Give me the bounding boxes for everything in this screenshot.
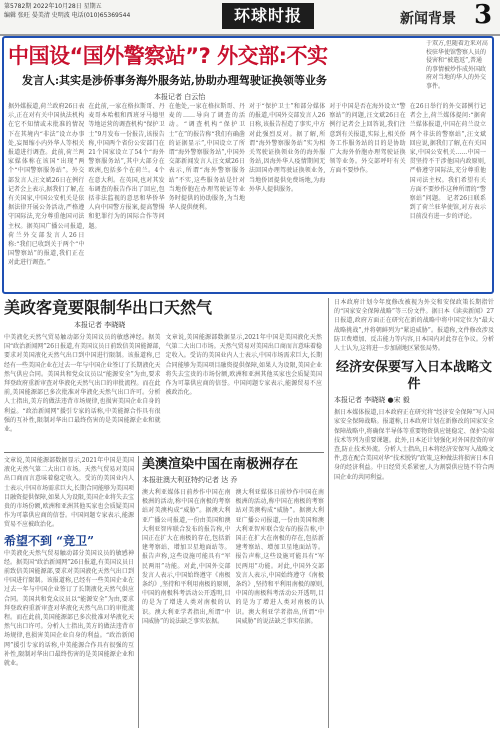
issue-info	[4, 2, 219, 20]
lead-subhead: 发言人:其实是涉侨事务海外服务站,协助办理驾驶证换领等业务	[22, 74, 327, 87]
article-us-title: 美政客竟要限制华出口天然气	[4, 298, 213, 317]
article-boat-body: 中美液化天然气贸易触动部分美国议员的敏感神经。据美国“政治新闻网”26日报道,有美国议员日前致信美国能源部,要求对美国液化天然气出口到中国进行限制。该报道称,已经有一些美国企业在过去一年与中国企业签订了长期液化天然气供应合同。美国共和党众议员以“能源安全”为由,要求拜登政府重新审查对华液化天然气出口的审批流程。而在此前,美国能源部已多次批准对华液化天然气出口许可。分析人士指出,美方的做法违背市场规律,也损害美国企业自身的利益。“政治新闻网”援引专家的话称,中美能源合作具有很强的互补性,限制对华出口最终伤害的是美国能源企业和就业。	[4, 549, 134, 668]
lead-byline: 本报记者 白云怡	[154, 93, 206, 101]
lead-story[interactable]	[2, 36, 494, 294]
lead-sidebar-text: 于双方,但随着近来对高校驻华使馆警察人员的侵害和“被遣返”,普通的事情被炒作成外国政府对当地的华人的外交事件。	[426, 40, 488, 90]
article-left-small[interactable]	[4, 456, 134, 731]
article-australia-body: 澳大利亚媒体日前炒作中国在南极洲的活动,称中国在南极的考察站对美澳构成“威胁”。据澳大利亚广播公司报道,一份由美国和澳大利亚智库联合发布的报告称,中国正在扩大在南极的存在,包括新建考察站、增加卫星地面站等。报告声称,这些设施可能具有“军民两用”功能。对此,中国外交部发言人表示,中国始终遵守《南极条约》,坚持和平利用南极的原则,中国的南极科考活动公开透明,目的是为了增进人类对南极的认识。澳大利亚学者指出,所谓“中国威胁”的说法缺乏事实依据。	[142, 489, 231, 625]
lead-column-6: 在26日举行的外交部例行记者会上,荷兰媒体提问:“据荷兰媒体报道,中国在荷兰设立两个非法的警察站”,汪文斌回应说,据我们了解,在有关国家,中国公安机关……中国一贯坚持不干涉他国内政原则,严格遵守国际法,充分尊重他国司法主权。我们希望有关方面不要炒作这种所谓的“警察站”问题。 记者26日联系到了荷兰驻华使馆,对方表示目前没有进一步的评论。	[409, 103, 486, 221]
page-number: 3	[474, 0, 493, 30]
lead-headline: 中国设“国外警察站”? 外交部:不实	[8, 44, 328, 68]
article-boat-title: 希望不到 “竞卫”	[4, 533, 94, 548]
article-japan-title: 经济安保要写入日本战略文件	[335, 360, 492, 393]
article-australia-body-2: 澳大利亚媒体日前炒作中国在南极洲的活动,称中国在南极的考察站对美澳构成“威胁”。据澳大利亚广播公司报道,一份由美国和澳大利亚智库联合发布的报告称,中国正在扩大在南极的存在,包括新建考察站、增加卫星地面站等。报告声称,这些设施可能具有“军民两用”功能。对此,中国外交部发言人表示,中国始终遵守《南极条约》,坚持和平利用南极的原则,中国的南极科考活动公开透明,目的是为了增进人类对南极的认识。澳大利亚学者指出,所谓“中国威胁”的说法缺乏事实依据。	[235, 489, 324, 625]
newspaper-logo: 环球时报	[222, 3, 314, 29]
article-japan-body: 据日本媒体报道,日本政府正在研究将“经济安全保障”写入国家安全保障战略。报道称,日本政府计划在新修改的国家安全保障战略中,将确保半导体等重要物资供应链稳定、保护尖端技术等列为重要课题。此外,日本还计划强化对外国投资的审查,防止技术外流。分析人士指出,日本将经济安保写入战略文件,意在配合美国对华“技术脱钩”政策,这种做法将损害日本自身的经济利益。中日经贸关系紧密,人为割裂供应链不符合两国企业的共同利益。	[334, 409, 494, 481]
masthead	[0, 0, 500, 36]
lead-column-3: 在他处,一家在格拉斯哥、丹麦的……导向了调查的活动。“调查机构“保护卫士”在”的报告称“我们有确凿的证据显示”,中国设立了所谓“海外警察服务站”,中国外交部新闻发言人汪文斌26日表示,所谓“海外警察服务站”不实,这些服务站是针对当地侨胞在办理驾驶证等业务时提供的协助服务,为当地华人提供便利。	[168, 103, 245, 212]
lead-column-2: 在此前,一家在格拉斯哥、丹麦哥本哈根和西班牙马德里等地运营的调查机构“保护卫士”9月发布一份报告,该报告称,中国两个省份公安部门在21个国家设立了54个“海外警察服务站”,其中大部分在欧洲,包括多个在荷兰。4个在意大利。在英国,也对其发布调查的报告作出了回应,包括非法监视的意思和华侨华人向中国警方报案,提高警惕和犯罪行为的国际合作等问题。	[88, 103, 165, 230]
article-australia-byline: 本报驻澳大利亚特约记者 达 乔	[142, 476, 238, 484]
section-divider	[4, 452, 324, 453]
lower-section	[2, 294, 498, 733]
article-japan[interactable]	[334, 298, 494, 730]
issue-date-line: 第5782期 2022年10月28日 星期五	[4, 3, 102, 10]
article-australia[interactable]	[142, 456, 324, 731]
column-divider	[328, 298, 329, 728]
article-japan-byline: 本报记者 李晓晓 ●宋 毅	[334, 396, 410, 405]
column-divider-2	[138, 456, 139, 728]
article-us-body-2: 文章说,美国能源部数据显示,2021年中国是美国液化天然气第二大出口市场。天然气贸易对美国出口商而言意味着稳定收入。受访的美国业内人士表示,中国市场需求巨大,长期合同能够为美国项目融资提供保障,如果人为设限,美国企业将失去宝贵的市场份额,欧洲和亚洲其他买家也会质疑美国作为可靠供应商的信誉。中国问题专家表示,能源贸易不应被政治化。	[165, 334, 322, 397]
article-us-byline: 本报记者 李晓晓	[74, 321, 126, 329]
article-us-lng[interactable]	[4, 298, 322, 448]
article-japan-intro: 日本政府计划今年度修改被视为外交和安保政策长期指针的“国家安全保障战略”等三份文件。据日本《读卖新闻》27日报道,政府方面正在研究在新的战略中将中国定位为“最大战略挑战”,并将朝鲜列为“紧迫威胁”。报道称,文件修改涉及防卫费增加、反击能力等内容,日本国内对此存在争议。分析人士认为,这将进一步加剧地区紧张局势。	[334, 299, 494, 353]
lead-column-5: 对于中国是否在海外设立“警察站”的问题,汪文斌26日在例行记者会上回答说,我们注意到有关报道,实际上,相关侨务工作服务站的目的是协助广大海外侨胞办理驾驶证换领等业务。外交部呼吁有关方面不要炒作。	[329, 103, 406, 175]
article-us-body: 中美液化天然气贸易触动部分美国议员的敏感神经。据美国“政治新闻网”26日报道,有美国议员日前致信美国能源部,要求对美国液化天然气出口到中国进行限制。该报道称,已经有一些美国企业在过去一年与中国企业签订了长期液化天然气供应合同。美国共和党众议员以“能源安全”为由,要求拜登政府重新审查对华液化天然气出口的审批流程。而在此前,美国能源部已多次批准对华液化天然气出口许可。分析人士指出,美方的做法违背市场规律,也损害美国企业自身的利益。“政治新闻网”援引专家的话称,中美能源合作具有很强的互补性,限制对华出口最终伤害的是美国能源企业和就业。	[4, 334, 161, 434]
lead-body	[8, 102, 486, 288]
editor-line: 编辑 张旺 晏美清 史明波 电话(010)65369544	[4, 12, 131, 19]
lead-column-1: 据外媒报道,荷兰政府26日表示,正在对有关中国执法机构在它不知情或未批准的情况下在其境内“非法”设立办事处,妄图缩小内外华人等相关报道进行调查。此前,荷兰两家媒体称在该国“出现”两个“中国警察服务站”。外交部发言人汪文斌26日在例行记者会上表示,据我们了解,在有关国家,中国公安机关是依据法律开展公务活动,严格遵守国际法,充分尊重他国司法主权。据英国广播公司报道,荷兰外交部发言人26日称:“我们已收到关于两个“中国警察站”的报道,我们正在对此进行调查。”	[8, 103, 85, 267]
lead-column-4: 对于“保护卫士”和部分媒体的报道,中国外交部发言人26日称,该报告捏造了事实,中方对此强烈反对。据了解,所谓“海外警察服务站”实为相关驾驶证换领业务的海外服务站,因海外华人疫情期间无法回国办理驾驶证换领业务,当地侨团提供免费场地,为海外华人提供服务。	[248, 103, 326, 193]
section-title: 新闻背景	[400, 11, 456, 27]
article-left-body: 文章说,美国能源部数据显示,2021年中国是美国液化天然气第二大出口市场。天然气贸易对美国出口商而言意味着稳定收入。受访的美国业内人士表示,中国市场需求巨大,长期合同能够为美国项目融资提供保障,如果人为设限,美国企业将失去宝贵的市场份额,欧洲和亚洲其他买家也会质疑美国作为可靠供应商的信誉。中国问题专家表示,能源贸易不应被政治化。	[4, 457, 134, 529]
article-australia-title: 美澳渲染中国在南极洲存在	[142, 457, 299, 472]
